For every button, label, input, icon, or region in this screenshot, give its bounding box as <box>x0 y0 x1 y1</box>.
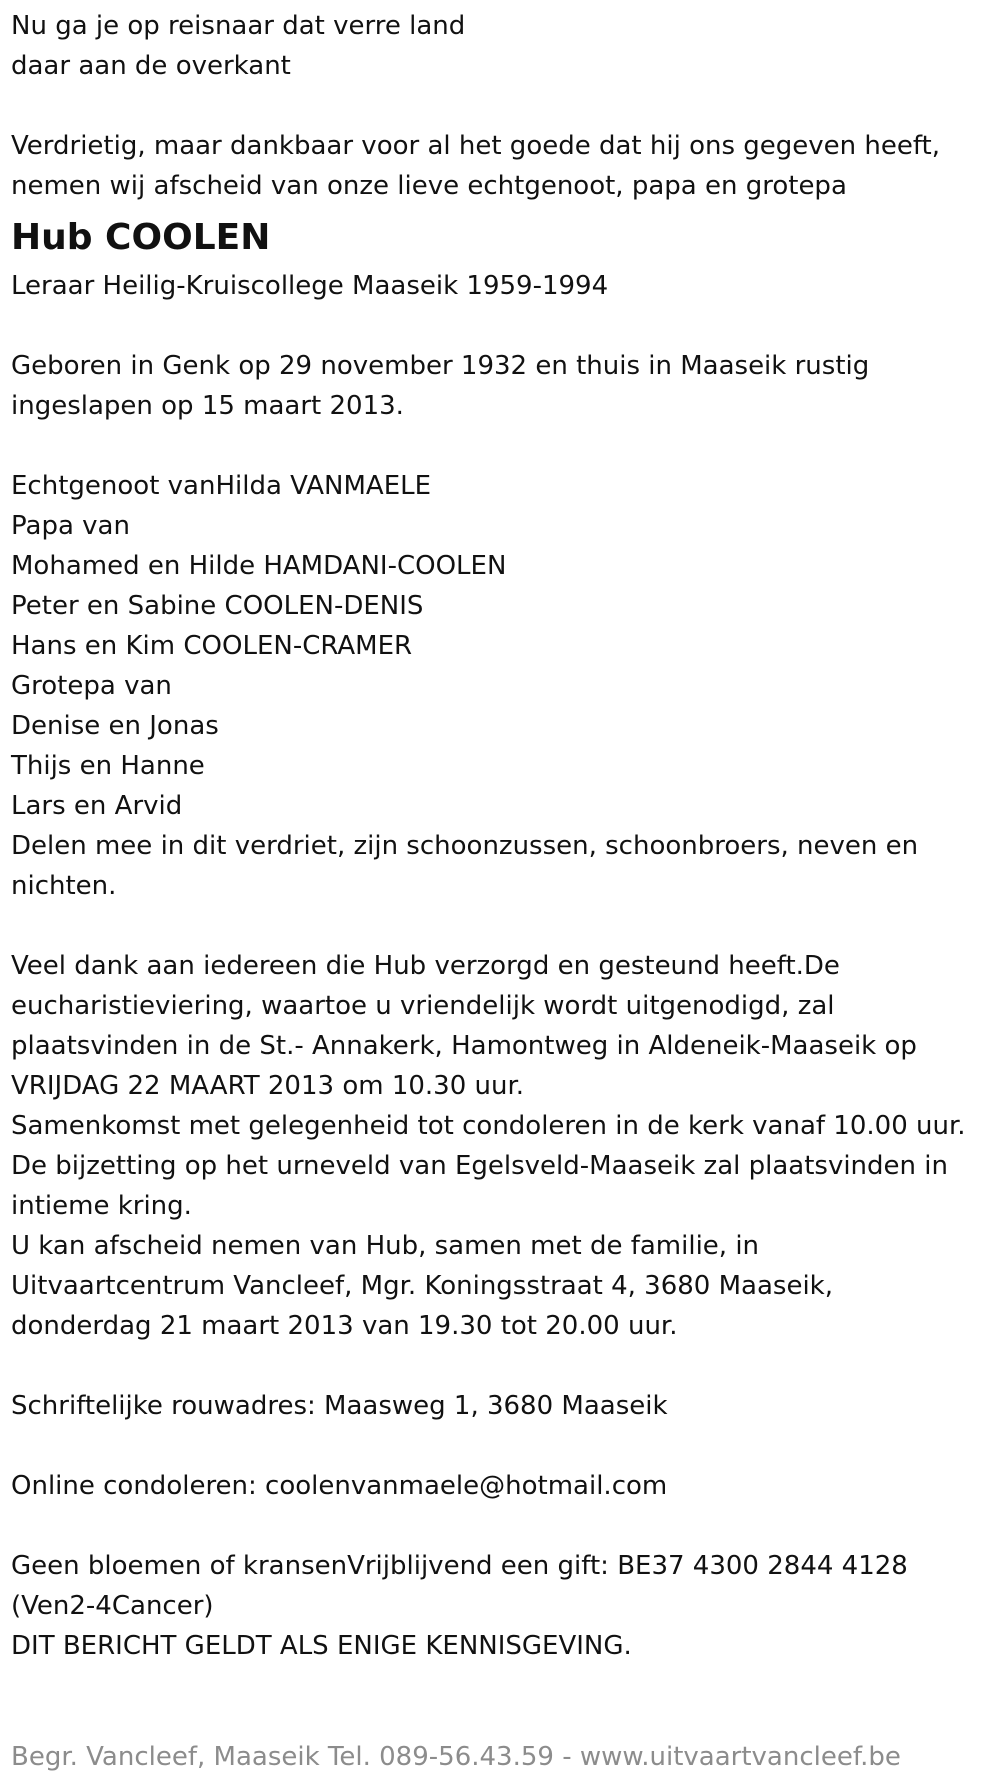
deceased-occupation: Leraar Heilig-Kruiscollege Maaseik 1959-1994 <box>11 271 609 301</box>
spacer <box>11 1346 996 1386</box>
intro-line: Verdrietig, maar dankbaar voor al het goede dat hij ons gegeven heeft, <box>11 131 941 161</box>
closing-line: (Ven2-4Cancer) <box>11 1591 214 1621</box>
family-line: Thijs en Hanne <box>11 751 205 781</box>
ceremony-line: plaatsvinden in de St.- Annakerk, Hamontweg in Aldeneik-Maaseik op <box>11 1031 917 1061</box>
poem-line: Nu ga je op reisnaar dat verre land <box>11 11 466 41</box>
ceremony-line: Samenkomst met gelegenheid tot condoleren in de kerk vanaf 10.00 uur. <box>11 1111 966 1141</box>
family-line: Mohamed en Hilde HAMDANI-COOLEN <box>11 551 507 581</box>
ceremony-line: Uitvaartcentrum Vancleef, Mgr. Koningsstraat 4, 3680 Maaseik, <box>11 1271 833 1301</box>
birth-death-text <box>11 346 996 426</box>
family-line: nichten. <box>11 871 117 901</box>
ceremony-line: donderdag 21 maart 2013 van 19.30 tot 20.00 uur. <box>11 1311 678 1341</box>
spacer <box>11 306 996 346</box>
deceased-name: Hub COOLEN <box>11 217 271 258</box>
ceremony-line: eucharistieviering, waartoe u vriendelijk wordt uitgenodigd, zal <box>11 991 835 1021</box>
mourning-address: Schriftelijke rouwadres: Maasweg 1, 3680 Maaseik <box>11 1391 668 1421</box>
family-line: Delen mee in dit verdriet, zijn schoonzussen, schoonbroers, neven en <box>11 831 919 861</box>
ceremony-line: intieme kring. <box>11 1191 192 1221</box>
spacer <box>11 86 996 126</box>
birth-death-line: ingeslapen op 15 maart 2013. <box>11 391 404 421</box>
family-line: Echtgenoot vanHilda VANMAELE <box>11 471 432 501</box>
family-line: Peter en Sabine COOLEN-DENIS <box>11 591 424 621</box>
spacer <box>11 1426 996 1466</box>
intro-line: nemen wij afscheid van onze lieve echtgenoot, papa en grotepa <box>11 171 847 201</box>
online-condolence: Online condoleren: coolenvanmaele@hotmail.com <box>11 1471 668 1501</box>
family-line: Grotepa van <box>11 671 172 701</box>
closing-line: Geen bloemen of kransenVrijblijvend een gift: BE37 4300 2844 4128 <box>11 1551 908 1581</box>
notice-body <box>11 6 996 1666</box>
ceremony-line: VRIJDAG 22 MAART 2013 om 10.30 uur. <box>11 1071 525 1101</box>
birth-death-line: Geboren in Genk op 29 november 1932 en thuis in Maaseik rustig <box>11 351 870 381</box>
poem-line: daar aan de overkant <box>11 51 291 81</box>
intro-text <box>11 126 996 206</box>
family-line: Denise en Jonas <box>11 711 219 741</box>
ceremony-line: De bijzetting op het urneveld van Egelsveld-Maaseik zal plaatsvinden in <box>11 1151 948 1181</box>
spacer <box>11 426 996 466</box>
family-line: Papa van <box>11 511 130 541</box>
closing-text <box>11 1546 996 1666</box>
closing-line: DIT BERICHT GELDT ALS ENIGE KENNISGEVING. <box>11 1631 632 1661</box>
poem <box>11 6 996 86</box>
ceremony-text <box>11 946 996 1346</box>
spacer <box>11 906 996 946</box>
ceremony-line: U kan afscheid nemen van Hub, samen met de familie, in <box>11 1231 760 1261</box>
family-line: Lars en Arvid <box>11 791 183 821</box>
family-line: Hans en Kim COOLEN-CRAMER <box>11 631 413 661</box>
funeral-home-footer: Begr. Vancleef, Maaseik Tel. 089-56.43.59 - www.uitvaartvancleef.be <box>11 1742 901 1772</box>
spacer <box>11 1506 996 1546</box>
ceremony-line: Veel dank aan iedereen die Hub verzorgd en gesteund heeft.De <box>11 951 840 981</box>
family-list <box>11 466 996 906</box>
